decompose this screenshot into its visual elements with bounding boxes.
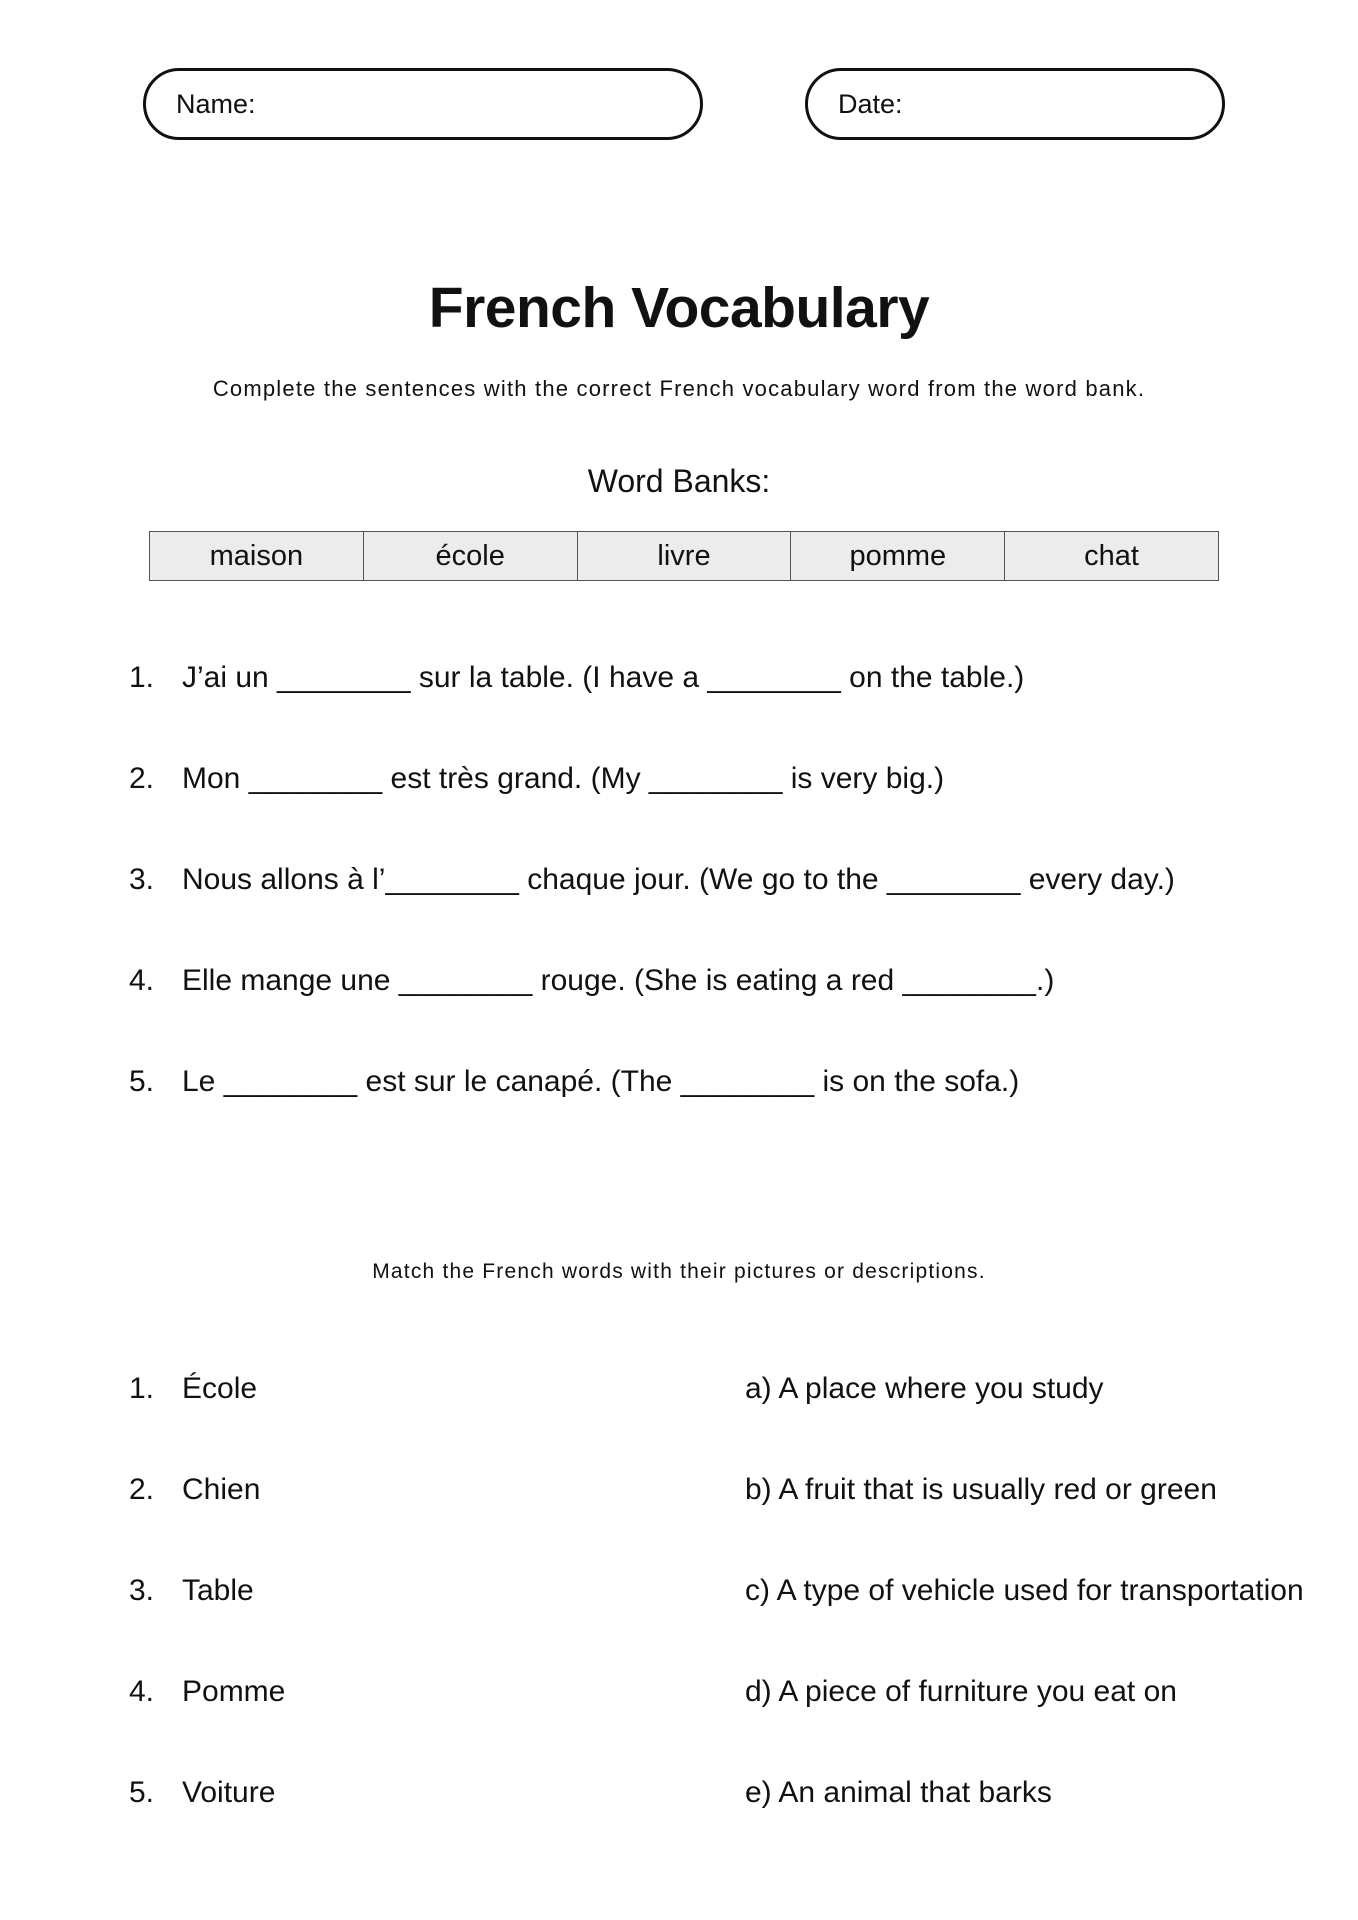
- word-bank-table: [149, 531, 1219, 581]
- matching-word: Table: [182, 1574, 254, 1607]
- matching-number: 3.: [128, 1574, 154, 1607]
- sentence-number: 5.: [128, 1065, 154, 1098]
- matching-item: [118, 1776, 1318, 1810]
- matching-item: [118, 1574, 1318, 1608]
- matching-description: c) A type of vehicle used for transportation: [745, 1574, 1304, 1607]
- matching-number: 5.: [128, 1776, 154, 1809]
- fill-in-instructions: Complete the sentences with the correct French vocabulary word from the word bank.: [212, 376, 1146, 401]
- sentence-number: 4.: [128, 964, 154, 997]
- sentence-number: 1.: [128, 661, 154, 694]
- matching-word: Chien: [182, 1473, 261, 1506]
- sentence-item: [118, 964, 1318, 998]
- word-bank-cell: maison: [150, 532, 364, 580]
- sentence-text: Mon ________ est très grand. (My ________ is very big.): [182, 762, 945, 795]
- sentence-text: Nous allons à l’________ chaque jour. (We go to the ________ every day.): [182, 863, 1175, 896]
- matching-number: 1.: [128, 1372, 154, 1405]
- matching-item: [118, 1473, 1318, 1507]
- sentence-item: [118, 863, 1318, 897]
- matching-number: 4.: [128, 1675, 154, 1708]
- sentence-number: 2.: [128, 762, 154, 795]
- matching-word: École: [182, 1372, 258, 1405]
- matching-number: 2.: [128, 1473, 154, 1506]
- name-field[interactable]: [143, 68, 703, 140]
- word-bank-cell: chat: [1084, 539, 1139, 572]
- matching-description: b) A fruit that is usually red or green: [745, 1473, 1217, 1506]
- word-bank-cell: livre: [578, 532, 792, 580]
- matching-description: a) A place where you study: [745, 1372, 1104, 1405]
- matching-word: Voiture: [182, 1776, 276, 1809]
- name-label: Name:: [176, 88, 256, 119]
- matching-instructions: Match the French words with their pictures or descriptions.: [372, 1260, 986, 1283]
- matching-description: e) An animal that barks: [745, 1776, 1052, 1809]
- sentence-item: [118, 1065, 1318, 1099]
- matching-item: [118, 1675, 1318, 1709]
- date-field[interactable]: [805, 68, 1225, 140]
- matching-item: [118, 1372, 1318, 1406]
- sentence-item: [118, 661, 1318, 695]
- word-bank-cell: pomme: [791, 532, 1005, 580]
- sentence-text: Elle mange une ________ rouge. (She is eating a red ________.): [182, 964, 1055, 997]
- sentence-text: Le ________ est sur le canapé. (The ________ is on the sofa.): [182, 1065, 1020, 1098]
- sentence-number: 3.: [128, 863, 154, 896]
- matching-word: Pomme: [182, 1675, 286, 1708]
- sentence-item: [118, 762, 1318, 796]
- sentence-text: J’ai un ________ sur la table. (I have a ________ on the table.): [182, 661, 1025, 694]
- page-title: French Vocabulary: [428, 276, 930, 340]
- word-bank-heading: Word Banks:: [587, 463, 771, 499]
- matching-description: d) A piece of furniture you eat on: [745, 1675, 1177, 1708]
- date-label: Date:: [838, 88, 903, 119]
- word-bank-cell: école: [364, 532, 578, 580]
